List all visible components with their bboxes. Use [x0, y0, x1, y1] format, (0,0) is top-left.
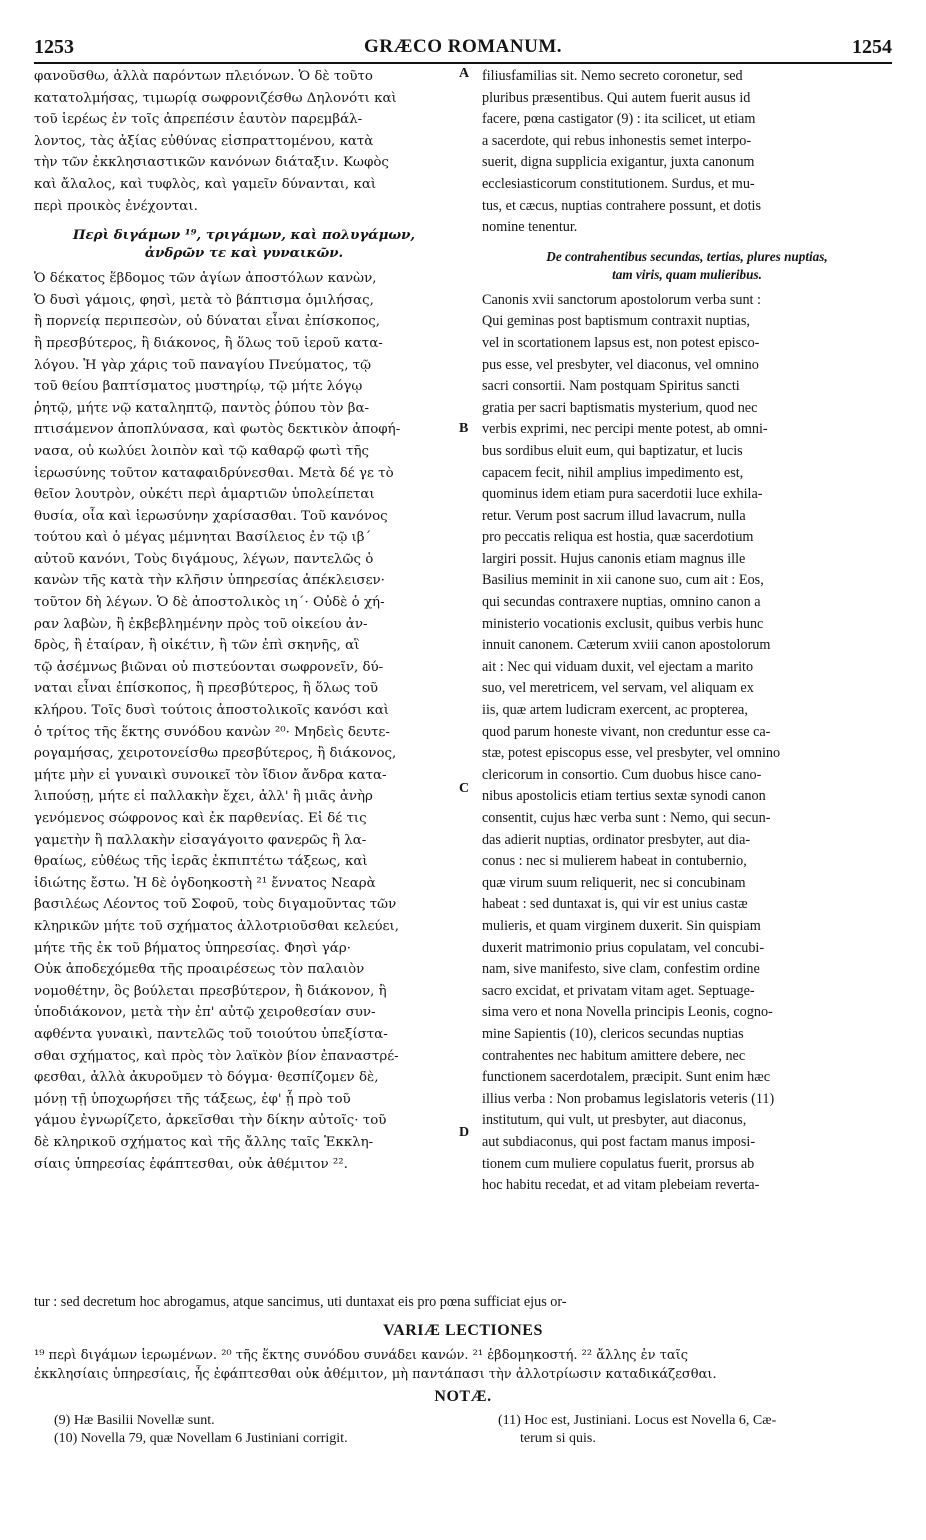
note-11: (11) Hoc est, Justiniani. Locus est Novella 6, Cæ- — [498, 1413, 777, 1428]
note-9: (9) Hæ Basilii Novellæ sunt. — [54, 1413, 215, 1428]
text-line: suerit, digna supplicia exigantur, juxta canonum — [482, 154, 755, 171]
text-line: duxerit matrimonio prius copulatam, vel concubi- — [482, 939, 765, 956]
text-line: quominus idem etiam pura sacerdotii luce exhila- — [482, 486, 763, 503]
greek-section-title: Περὶ διγάμων ¹⁹, τριγάμων, καὶ πολυγάμων, — [72, 227, 416, 244]
notae-heading: NOTÆ. — [434, 1388, 492, 1405]
text-line: τοῦ θείου βαπτίσματος μυστηρίῳ, τῷ μήτε λόγῳ — [34, 379, 363, 395]
text-line: ὁ τρίτος τῆς ἕκτης συνόδου κανὼν ²⁰· Μηδεὶς δευτε- — [34, 724, 390, 740]
note-11-cont: terum si quis. — [520, 1431, 596, 1446]
text-line: sima vero et nona Novella principis Leonis, cogno- — [482, 1004, 773, 1021]
text-line: κατατολμήσας, τιμωρίᾳ σωφρονιζέσθω Δηλονότι καὶ — [34, 90, 397, 106]
running-header — [34, 32, 892, 64]
margin-mark-d: D — [459, 1125, 470, 1140]
variae-line: ἐκκλησίαις ὑπηρεσίαις, ἧς ἐφάπτεσθαι οὐκ ἀθέμιτον, μὴ παντάπασι τὴν ἀλλοτρίωσιν καταδικάζεσθαι. — [34, 1367, 717, 1382]
text-line: innuit canonem. Cæterum xviii canon apostolorum — [482, 637, 771, 654]
text-line: φανοῦσθω, ἀλλὰ παρόντων πλειόνων. Ὁ δὲ τοῦτο — [34, 69, 373, 84]
text-line: Ὁ δυσὶ γάμοις, φησὶ, μετὰ τὸ βάπτισμα ὁμιλήσας, — [34, 292, 374, 308]
running-title: GRÆCO ROMANUM. — [363, 36, 563, 57]
text-line: tus, et cæcus, nuptias contrahere possunt, et dotis — [482, 197, 761, 214]
text-line: Οὐκ ἀποδεχόμεθα τῆς προαιρέσεως τὸν παλαιὸν — [34, 962, 365, 978]
text-line: gratia per sacri baptismatis mysterium, quod nec — [482, 399, 758, 416]
text-line: pus esse, vel presbyter, vel diaconus, vel omnino — [482, 356, 759, 373]
text-line: ἱερωσύνης τοῦτον καταφαιδρύνεσθαι. Μετὰ δέ γε τὸ — [34, 465, 394, 481]
text-line: ait : Nec qui viduam duxit, vel ejectam a marito — [482, 658, 754, 675]
text-line: tionem cum muliere copulatus fuerit, prorsus ab — [482, 1155, 755, 1172]
text-line: bus sordibus eluit eum, qui baptizatur, et lucis — [482, 442, 743, 459]
text-line: mulieris, et quam virginem duxerit. Sin quispiam — [482, 917, 761, 934]
text-line: δὲ κληρικοῦ σχήματος καὶ τῆς ἄλλης ταῖς Ἐκκλη- — [34, 1134, 374, 1150]
notes-right — [498, 1412, 776, 1448]
text-line: Basilius meminit in xii canone suo, cum ait : Eos, — [482, 572, 764, 589]
text-line: λιπούσῃ, μήτε εἰ παλλακὴν ἔχει, ἀλλ' ἢ μιᾶς ἀνὴρ — [34, 789, 373, 805]
text-line: αφθέντα γυναικὶ, παντελῶς τοῦ τοιούτου ὑπεξίστα- — [34, 1026, 388, 1042]
text-line: nam, sive manifesto, sive clam, confestim ordine — [482, 961, 760, 978]
text-line: σίαις ὑπηρεσίας ἐφάπτεσθαι, οὐκ ἀθέμιτον ²². — [34, 1156, 348, 1172]
text-line: Canonis xvii sanctorum apostolorum verba sunt : — [482, 291, 761, 308]
text-line: σθαι σχήματος, καὶ πρὸς τὸν λαϊκὸν βίον ἐπαναστρέ- — [34, 1048, 399, 1064]
text-line: ὑποδιάκονον, μετὰ τὴν ἐπ' αὐτῷ χειροθεσίαν συν- — [34, 1005, 376, 1021]
text-line: περὶ προικὸς ἐνέχονται. — [34, 198, 198, 214]
text-line: μήτε τῆς ἐκ τοῦ βήματος ὑπηρεσίας. Φησὶ γάρ· — [34, 940, 351, 956]
text-line: clericorum in consortio. Cum duobus hisce cano- — [482, 766, 762, 783]
text-line: Ὁ δέκατος ἕβδομος τῶν ἁγίων ἀποστόλων κανὼν, — [34, 271, 377, 287]
text-line: functionem sacerdotalem, præcipit. Sunt enim hæc — [482, 1069, 771, 1086]
text-line: ἰδιώτης ἔστω. Ἡ δὲ ὀγδοηκοστὴ ²¹ ἔννατος Νεαρὰ — [34, 875, 376, 891]
text-line: γάμου ἐγνωρίζετο, ἀρκεῖσθαι τὴν δίκην αὐτοῖς· τοῦ — [34, 1113, 387, 1129]
text-line: λόγου. Ἡ γὰρ χάρις τοῦ παναγίου Πνεύματος, τῷ — [34, 357, 372, 373]
text-line: aut subdiaconus, qui post factam manus imposi- — [482, 1133, 756, 1150]
variae-heading: VARIÆ LECTIONES — [383, 1322, 543, 1339]
latin-block-1 — [482, 66, 892, 239]
text-line: retur. Verum post sacrum illud lavacrum, nulla — [482, 507, 746, 524]
text-line: ministerio vocationis exclusit, quibus verbis hunc — [482, 615, 764, 632]
text-line: iis, quæ artem ludicram exercent, ac propterea, — [482, 702, 748, 719]
text-line: nomine tenentur. — [482, 219, 578, 236]
margin-mark-b: B — [459, 421, 469, 436]
greek-block-1 — [34, 66, 454, 217]
text-line: qui secundas contraxere nuptias, omnino canon a — [482, 594, 761, 611]
text-line: αὐτοῦ κανόνι, Τοὺς διγάμους, λέγων, παντελῶς ὁ — [34, 551, 374, 567]
latin-section-subtitle: tam viris, quam mulieribus. — [612, 266, 762, 282]
greek-column — [34, 66, 454, 1175]
text-line: capacem fecit, nihil amplius impedimento est, — [482, 464, 744, 481]
text-line: facere, pœna castigator (9) : ita scilicet, ut etiam — [482, 111, 756, 128]
text-line: τοῦτον δὴ λέγων. Ὁ δὲ ἀποστολικὸς ιη´· Οὐδὲ ὁ χή- — [34, 595, 385, 611]
text-line: νομοθέτην, ὃς βούλεται πρεσβύτερον, ἢ διάκονον, ἢ — [34, 983, 387, 999]
text-line: verbis exprimi, nec percipi mente potest, ab omni- — [482, 421, 768, 438]
text-line: τὴν τῶν ἐκκλησιαστικῶν κανόνων διάταξιν. Κωφὸς — [34, 155, 389, 171]
text-line: consentit, cujus hæc verba sunt : Nemo, qui secun- — [482, 810, 771, 826]
text-line: largiri possit. Hujus canonis etiam magnus ille — [482, 550, 746, 567]
text-line: τούτου καὶ ὁ μέγας μέμνηται Βασίλειος ἐν τῷ ιβ´ — [34, 530, 372, 546]
note-10: (10) Novella 79, quæ Novellam 6 Justiniani corrigit. — [54, 1431, 348, 1446]
text-line: institutum, qui vult, ut presbyter, aut diaconus, — [482, 1112, 747, 1129]
text-line: νασα, οὐ κωλύει λοιπὸν καὶ τῷ καθαρῷ φωτὶ τῆς — [34, 443, 369, 459]
text-line: ἢ πρεσβύτερος, ἢ διάκονος, ἢ ὅλως τοῦ ἱεροῦ κατα- — [34, 335, 383, 351]
text-line: illius verba : Non probamus legislatoris veteris (11) — [482, 1090, 775, 1107]
text-line: mine Sapientis (10), clericos secundas nuptias — [482, 1025, 744, 1042]
page-number-right: 1254 — [852, 36, 892, 58]
text-line: μόνῃ τῇ ὑποχωρήσει τῆς τάξεως, ἐφ' ᾗ πρὸ τοῦ — [34, 1091, 351, 1107]
text-line: stæ, potest episcopus esse, vel presbyter, vel omnino — [482, 745, 781, 762]
text-line: pro peccatis reliqua est hostia, quæ sacerdotium — [482, 529, 754, 546]
text-line: βασιλέως Λέοντος τοῦ Σοφοῦ, τοὺς διγαμοῦντας τῶν — [34, 897, 397, 913]
latin-section-title: De contrahentibus secundas, tertias, plures nuptias, — [546, 248, 828, 264]
text-line: γαμετὴν ἢ παλλακὴν εἰσαγάγοιτο φανερῶς ἢ λα- — [34, 832, 367, 848]
text-line: θυσία, οἷα καὶ ἱερωσύνην χαρίσασθαι. Τοῦ κανόνος — [34, 508, 388, 524]
text-line: θραίως, εὐθέως τῆς ἱερᾶς ἐκπιπτέτω τάξεως, καὶ — [34, 854, 368, 870]
text-line: δρὸς, ἢ ἑταίραν, ἢ οἰκέτιν, ἢ τῶν ἐπὶ σκηνῆς, αἳ — [34, 638, 360, 654]
text-line: κληρικῶν μήτε τοῦ σχήματος ἀλλοτριοῦσθαι κελεύει, — [34, 918, 400, 934]
text-line: κανὼν τῆς κατὰ τὴν κλῆσιν ὑπηρεσίας ἀπέκλεισεν· — [34, 573, 385, 589]
text-line: γενόμενος σώφρονος καὶ ἐκ παρθενίας. Εἰ δέ τις — [34, 811, 367, 826]
text-line: ῥητῷ, μήτε νῷ καταληπτῷ, παντὸς ῥύπου τὸν βα- — [34, 400, 370, 416]
text-line: Qui geminas post baptismum contraxit nuptias, — [482, 313, 750, 330]
text-line: pluribus præsentibus. Qui autem fuerit ausus id — [482, 89, 751, 106]
text-line: hoc habitu recedat, et ad vitam plebeiam reverta- — [482, 1177, 760, 1194]
text-line: ραν λαβὼν, ἢ ἐκβεβλημένην πρὸς τοῦ οἰκείου ἀν- — [34, 616, 368, 632]
text-line: a sacerdote, qui rebus inhonestis semet interpo- — [482, 132, 752, 149]
margin-mark-c: C — [459, 781, 470, 796]
text-line: suo, vel meretricem, vel servam, vel aliquam ex — [482, 680, 754, 697]
text-line: ναται εἶναι ἐπίσκοπος, ἢ πρεσβύτερος, ἢ ὅλως τοῦ — [34, 681, 379, 697]
text-line: φεσθαι, ἀλλὰ ἀκυροῦμεν τὸ δόγμα· θεσπίζομεν δὲ, — [34, 1070, 379, 1086]
latin-block-2 — [482, 290, 892, 1197]
text-line: θεῖον λουτρὸν, οὐκέτι περὶ ἁμαρτιῶν ὑπολείπεται — [34, 487, 375, 503]
text-line: filiusfamilias sit. Nemo secreto coronetur, sed — [482, 68, 743, 84]
text-line: nibus apostolicis etiam tertius sextæ synodi canon — [482, 788, 766, 805]
page-number-left: 1253 — [34, 36, 74, 58]
latin-column — [482, 66, 892, 1197]
text-line: contrahentes nec habitum amittere debere, nec — [482, 1047, 746, 1064]
text-line: quæ virum suum reliquerit, nec si concubinam — [482, 874, 746, 891]
text-line: ecclesiasticorum constitutionem. Surdus, et mu- — [482, 175, 755, 192]
text-line: conus : nec si mulierem habeat in contubernio, — [482, 853, 747, 870]
text-line: sacro excidat, et privatam vitam aget. Septuage- — [482, 982, 755, 999]
text-line: vel in scortationem lapsus est, non potest episco- — [482, 334, 760, 351]
greek-section-subtitle: ἀνδρῶν τε καὶ γυναικῶν. — [144, 245, 344, 262]
text-line: τοῦ ἱερέως ἐν τοῖς ἀπρεπέσιν ἑαυτὸν παρεμβάλ- — [34, 112, 363, 128]
text-line: ἢ πορνείᾳ περιπεσὼν, οὐ δύναται εἶναι ἐπίσκοπος, — [34, 314, 381, 330]
text-line: tur : sed decretum hoc abrogamus, atque sancimus, uti duntaxat eis pro pœna sufficiat ejus or- — [34, 1294, 567, 1310]
text-line: das adierit nuptias, ordinator presbyter, aut dia- — [482, 831, 751, 848]
text-line: τῷ ἀσέμνως βιῶναι οὐ πιστεύονται σωφρονεῖν, δύ- — [34, 659, 384, 675]
text-line: κλήρου. Τοῖς δυσὶ τούτοις ἀποστολικοῖς κανόσι καὶ — [34, 703, 390, 719]
text-line: ρογαμήσας, χειροτονείσθω πρεσβύτερος, ἢ διάκονος, — [34, 746, 397, 762]
text-line: πτισάμενον ἀποπλύνασα, καὶ φωτὸς δεκτικὸν ἀποφή- — [34, 422, 401, 438]
text-line: quod parum honeste vivant, non creduntur esse ca- — [482, 723, 771, 740]
text-line: sacri consortii. Nam postquam Spiritus sancti — [482, 378, 740, 395]
text-line: λοντος, τὰς ἀξίας εὐθύνας εἰσπραττομένου, κατὰ — [34, 133, 374, 149]
text-line: habeat : sed duntaxat is, qui vir est unius castæ — [482, 896, 748, 913]
greek-block-2 — [34, 268, 454, 1175]
variae-lectiones — [34, 1346, 892, 1384]
variae-line: ¹⁹ περὶ διγάμων ἱερωμένων. ²⁰ τῆς ἕκτης συνόδου συνάδει κανών. ²¹ ἑβδομηκοστή. ²² ἄλλης ἐν ταῖς — [34, 1348, 689, 1363]
notes-left — [54, 1412, 348, 1448]
full-width-line — [34, 1292, 892, 1314]
text-line: καὶ ἄλαλος, καὶ τυφλὸς, καὶ γαμεῖν δύνανται, καὶ — [34, 176, 377, 192]
margin-mark-a: A — [459, 66, 470, 81]
text-line: μήτε μὴν εἰ γυναικὶ συνοικεῖ τὸν ἴδιον ἄνδρα κατα- — [34, 767, 387, 783]
